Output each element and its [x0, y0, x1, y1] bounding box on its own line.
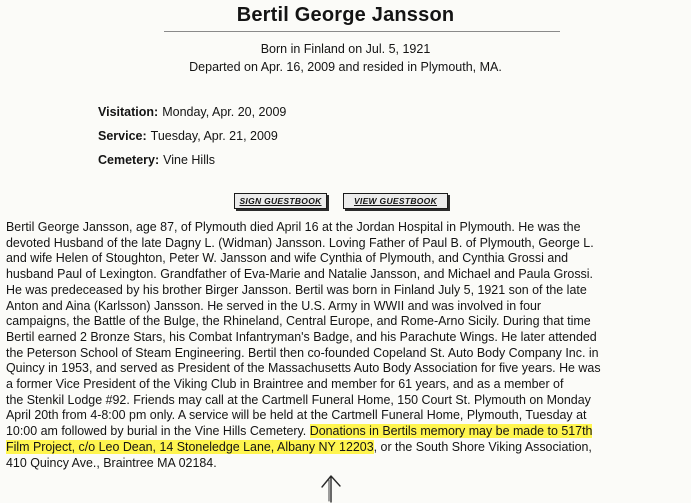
- visitation-value: Monday, Apr. 20, 2009: [162, 105, 287, 119]
- service-row: [98, 124, 286, 148]
- title-divider: [164, 31, 560, 32]
- service-details: [98, 100, 286, 172]
- burial-text: 10:00 am followed by burial in the Vine Hills Cemetery.: [6, 424, 310, 439]
- departure-line: Departed on Apr. 16, 2009 and resided in Plymouth, MA.: [189, 60, 502, 74]
- obituary-line: Quincy in 1953, and served as President of the Massachusetts Auto Body Association for five years. He was: [6, 361, 601, 376]
- viking-association-text: , or the South Shore Viking Association,: [373, 439, 592, 454]
- donation-highlight: Donations in Bertils memory may be made to 517th: [309, 424, 593, 439]
- sign-guestbook-button[interactable]: [234, 193, 327, 209]
- obituary-line: Bertil George Jansson, age 87, of Plymouth died April 16 at the Jordan Hospital in Plymouth. He was the: [6, 220, 581, 234]
- obituary-line: Anton and Aina (Karlsson) Jansson. He served in the U.S. Army in WWII and was involved in four: [6, 298, 542, 313]
- cemetery-label: Cemetery:: [98, 153, 160, 167]
- obituary-text: [6, 220, 690, 471]
- obituary-line-donations: [6, 424, 690, 440]
- sign-guestbook-label: SIGN GUESTBOOK: [239, 196, 322, 206]
- view-guestbook-button[interactable]: [343, 193, 448, 209]
- obituary-line: the Stenkil Lodge #92. Friends may call at the Cartmell Funeral Home, 150 Court St. Plymouth on Monday: [6, 392, 591, 407]
- obituary-line: April 20th from 4-8:00 pm only. A service will be held at the Cartmell Funeral Home, Plymouth, Tuesday at: [6, 408, 587, 423]
- view-guestbook-label: VIEW GUESTBOOK: [353, 196, 438, 206]
- hand-drawn-up-arrow-icon: [316, 474, 346, 503]
- cemetery-row: [98, 148, 286, 172]
- page-title: Bertil George Jansson: [236, 4, 455, 26]
- life-dates: [0, 40, 691, 76]
- obituary-line: husband Paul of Lexington. Grandfather of Eva-Marie and Natalie Jansson, and Michael and Paula Grossi.: [6, 267, 593, 282]
- obituary-line: Bertil earned 2 Bronze Stars, his Combat Infantryman's Badge, and his Parachute Wings. He later attended: [6, 329, 597, 344]
- obituary-line: 410 Quincy Ave., Braintree MA 02184.: [6, 455, 217, 470]
- visitation-label: Visitation:: [98, 105, 159, 119]
- service-label: Service:: [98, 129, 147, 143]
- service-value: Tuesday, Apr. 21, 2009: [150, 129, 278, 143]
- cemetery-value: Vine Hills: [163, 153, 216, 167]
- obituary-line: and wife Helen of Stoughton, Peter W. Jansson and wife Cynthia of Plymouth, and Cynthia Grossi and: [6, 251, 569, 266]
- obituary-line: devoted Husband of the late Dagny L. (Widman) Jansson. Loving Father of Paul B. of Plymouth, George L.: [6, 235, 594, 250]
- obituary-line: campaigns, the Battle of the Bulge, the Rhineland, Central Europe, and Rome-Arno Sicily. During that time: [6, 314, 591, 329]
- obituary-line: He was predeceased by his brother Birger Jansson. Bertil was born in Finland July 5, 1921 son of the late: [6, 282, 587, 297]
- obituary-line-address: [6, 440, 690, 456]
- obituary-line: the Peterson School of Steam Engineering. Bertil then co-founded Copeland St. Auto Body Company Inc. in: [6, 345, 599, 360]
- donation-address-highlight: Film Project, c/o Leo Dean, 14 Stoneledge Lane, Albany NY 12203: [6, 439, 374, 454]
- birth-line: Born in Finland on Jul. 5, 1921: [260, 42, 431, 56]
- visitation-row: [98, 100, 286, 124]
- obituary-line: a former Vice President of the Viking Club in Braintree and member for 61 years, and as a member of: [6, 377, 564, 392]
